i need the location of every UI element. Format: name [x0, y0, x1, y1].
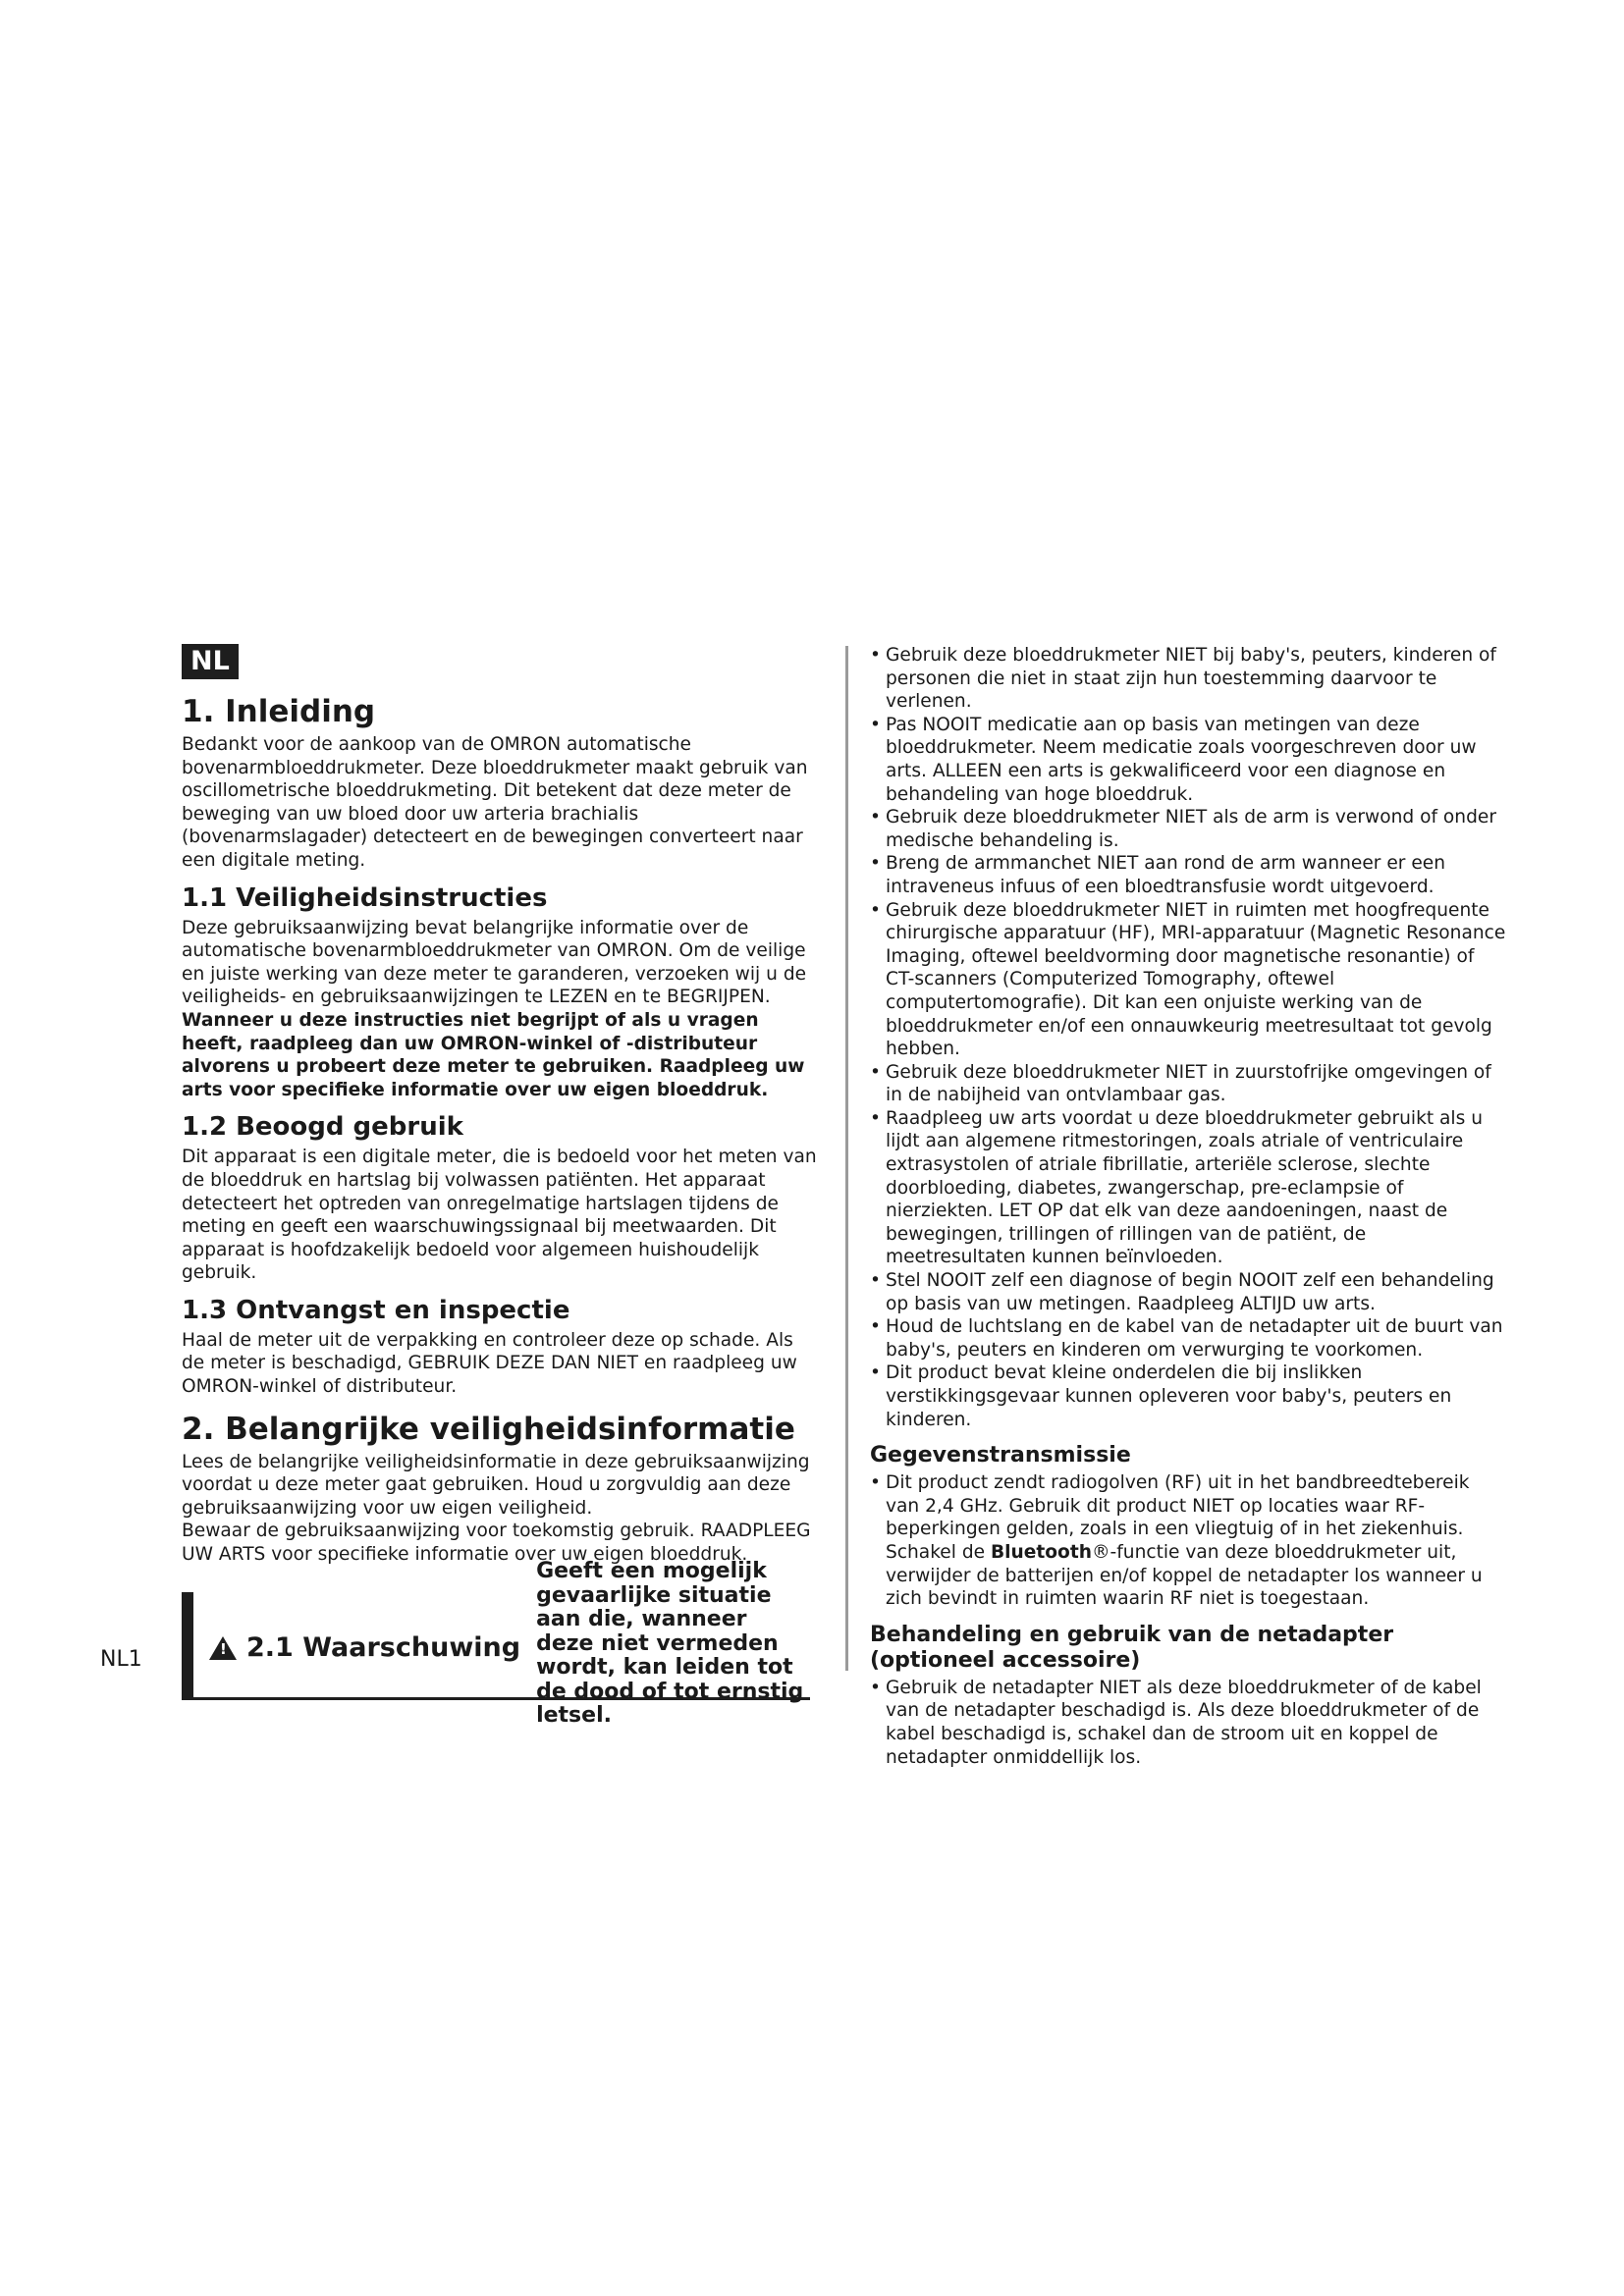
heading-netadapter: Behandeling en gebruik van de netadapter (optioneel accessoire) [870, 1622, 1394, 1673]
language-badge: NL [182, 644, 239, 679]
veiligheidsinstructies-body: Deze gebruiksaanwijzing bevat belangrijke informatie over de automatische bovenarmbloeddrukmeter van OMRON. Om de veilige en juiste werking van deze meter te garanderen, verzoeken wij u de veiligheids- en gebruiksaanwijzingen te LEZEN en te BEGRIJPEN. [182, 917, 807, 1008]
list-item: • Gebruik deze bloeddrukmeter NIET in ruimten met hoogfrequente chirurgische apparatuur (HF), MRI-apparatuur (Magnetic Resonance Imaging, oftewel beeldvorming door magnetische resonantie) of CT-scanners (Computerized Tomography, oftewel computertomografie). Dit kan een onjuiste werking van de bloeddrukmeter en/of een onnauwkeurig meetresultaat tot gevolg hebben. [870, 899, 1508, 1061]
warning-triangle-icon: ! [209, 1636, 237, 1660]
column-divider [845, 646, 848, 1671]
ontvangst-inspectie-text: Haal de meter uit de verpakking en controleer deze op schade. Als de meter is beschadigd, GEBRUIK DEZE DAN NIET en raadpleeg uw OMRON-winkel of distributeur. [182, 1329, 797, 1398]
heading-veiligheidsinstructies: 1.1 Veiligheidsinstructies [182, 882, 548, 913]
gt-text-post: ®-functie van deze bloeddrukmeter uit, verwijder de batterijen en/of koppel de netadapter los wanneer u zich bevindt in ruimten waarin RF niet is toegestaan. [886, 1541, 1483, 1610]
gt-bluetooth: Bluetooth [990, 1541, 1092, 1563]
heading-ontvangst-inspectie: 1.3 Ontvangst en inspectie [182, 1295, 570, 1325]
heading-gegevenstransmissie: Gegevenstransmissie [870, 1443, 1131, 1468]
page-number: NL1 [100, 1647, 142, 1672]
list-item: • Breng de armmanchet NIET aan rond de arm wanneer er een intraveneus infuus of een bloedtransfusie wordt uitgevoerd. [870, 852, 1508, 898]
list-item: • Gebruik deze bloeddrukmeter NIET in zuurstofrijke omgevingen of in de nabijheid van ontvlambaar gas. [870, 1061, 1508, 1107]
gegevenstransmissie-list [870, 1471, 1508, 1611]
list-item [870, 1471, 1508, 1611]
intro-text: Bedankt voor de aankoop van de OMRON automatische bovenarmbloeddrukmeter. Deze bloeddrukmeter maakt gebruik van oscillometrische bloeddrukmeting. Dit betekent dat deze meter de beweging van uw bloed door uw arteria brachialis (bovenarmslagader) detecteert en de bewegingen converteert naar een digitale meting. [182, 734, 808, 871]
list-item: • Raadpleeg uw arts voordat u deze bloeddrukmeter gebruikt als u lijdt aan algemene ritmestoringen, zoals atriale of ventriculaire extrasystolen of atriale fibrillatie, arteriële sclerose, slechte doorbloeding, diabetes, zwangerschap, pre-eclampsie of nierziekten. LET OP dat elk van deze aandoeningen, naast de bewegingen, trillingen of rillingen van de patiënt, de meetresultaten kunnen beïnvloeden. [870, 1107, 1508, 1269]
list-item: • Dit product bevat kleine onderdelen die bij inslikken verstikkingsgevaar kunnen opleveren voor baby's, peuters en kinderen. [870, 1362, 1508, 1431]
veiligheidsinstructies-bold: Wanneer u deze instructies niet begrijpt of als u vragen heeft, raadpleeg dan uw OMRON-winkel of -distributeur alvorens u probeert deze meter te gebruiken. Raadpleeg uw arts voor specifieke informatie over uw eigen bloeddruk. [182, 1009, 805, 1100]
warning-box [182, 1559, 810, 1729]
heading-beoogd-gebruik: 1.2 Beoogd gebruik [182, 1112, 463, 1143]
list-item: • Gebruik deze bloeddrukmeter NIET als de arm is verwond of onder medische behandeling is. [870, 806, 1508, 852]
list-item: • Stel NOOIT zelf een diagnose of begin NOOIT zelf een behandeling op basis van uw metingen. Raadpleeg ALTIJD uw arts. [870, 1269, 1508, 1315]
gt-text-pre: Dit product zendt radiogolven (RF) uit in het bandbreedtebereik van 2,4 GHz. Gebruik dit product NIET op locaties waar RF-beperkingen gelden, zoals in een vliegtuig of in het ziekenhuis. Schakel de [886, 1472, 1470, 1563]
veiligheidsinformatie-text-2: Bewaar de gebruiksaanwijzing voor toekomstig gebruik. RAADPLEEG UW ARTS voor specifieke informatie over uw eigen bloeddruk. [182, 1521, 811, 1566]
heading-veiligheidsinformatie: 2. Belangrijke veiligheidsinformatie [182, 1411, 795, 1447]
right-column [870, 644, 1508, 1769]
list-item: • Gebruik de netadapter NIET als deze bloeddrukmeter of de kabel van de netadapter beschadigd is. Als deze bloeddrukmeter of de kabel beschadigd is, schakel dan de stroom uit en koppel de netadapter onmiddellijk los. [870, 1677, 1508, 1769]
heading-inleiding: 1. Inleiding [182, 694, 376, 729]
warning-description: Geeft een mogelijk gevaarlijke situatie aan die, wanneer deze niet vermeden wordt, kan leiden tot de dood of tot ernstig letsel. [536, 1559, 804, 1729]
left-column [182, 644, 820, 1729]
warning-title: 2.1 Waarschuwing [246, 1632, 521, 1664]
safety-bullet-list [870, 644, 1508, 1431]
veiligheidsinformatie-text-1: Lees de belangrijke veiligheidsinformatie in deze gebruiksaanwijzing voordat u deze meter gaat gebruiken. Houd u zorgvuldig aan deze gebruiksaanwijzing voor uw eigen veiligheid. [182, 1451, 810, 1519]
beoogd-gebruik-text: Dit apparaat is een digitale meter, die is bedoeld voor het meten van de bloeddruk en hartslag bij volwassen patiënten. Het apparaat detecteert het optreden van onregelmatige hartslagen tijdens de meting en geeft een waarschuwingssignaal bij meetwaarden. Dit apparaat is hoofdzakelijk bedoeld voor algemeen huishoudelijk gebruik. [182, 1147, 817, 1284]
veiligheidsinstructies-text [182, 917, 820, 1102]
netadapter-list [870, 1677, 1508, 1769]
list-item: • Houd de luchtslang en de kabel van de netadapter uit de buurt van baby's, peuters en kinderen om verwurging te voorkomen. [870, 1315, 1508, 1362]
list-item: • Gebruik deze bloeddrukmeter NIET bij baby's, peuters, kinderen of personen die niet in staat zijn hun toestemming daarvoor te verlenen. [870, 644, 1508, 714]
list-item: • Pas NOOIT medicatie aan op basis van metingen van deze bloeddrukmeter. Neem medicatie zoals voorgeschreven door uw arts. ALLEEN een arts is gekwalificeerd voor een diagnose en behandeling van hoge bloeddruk. [870, 714, 1508, 806]
